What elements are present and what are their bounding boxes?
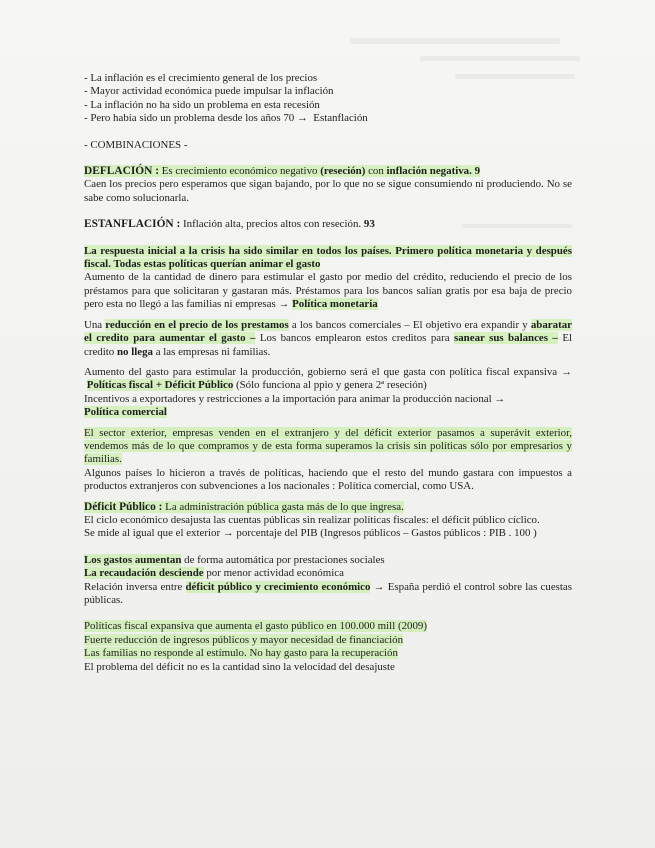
deficit-measure: Se mide al igual que el exterior → porcentaje del PIB (Ingresos públicos – Gastos públicos : PIB . 100 ) [84, 527, 537, 540]
reduccion-paragraph: Una reducción en el precio de los prestamos a los bancos comerciales – El objetivo era expandir y abaratar el credito para aumentar el gasto – Los bancos emplearon estos creditos para sanear sus balances – El credito no llega a las empresas ni familias. [84, 318, 573, 358]
estanflacion-title: ESTANFLACIÓN : [84, 218, 181, 231]
intro-line-last: - Pero había sido un problema desde los años 70 → Estanflación [84, 112, 368, 125]
deflacion-body: Caen los precios pero esperamos que sigan bajando, por lo que no se sigue consumiendo ni produciendo. No se sabe como solucionarla. [84, 178, 572, 204]
intro-line: - Mayor actividad económica puede impulsar la inflación [84, 85, 334, 98]
deficit-definition: Déficit Público : La administración pública gasta más de lo que ingresa. [84, 500, 404, 513]
relacion-line: Relación inversa entre déficit público y crecimiento económico → España perdió el control sobre las cuestas públicas. [84, 580, 572, 606]
arrow-icon: → [296, 112, 308, 125]
final-line: El problema del déficit no es la cantidad sino la velocidad del desajuste [84, 660, 395, 673]
deflacion-definition: DEFLACIÓN : Es crecimiento económico negativo (reseción) con inflación negativa. 9 [84, 165, 481, 178]
arrow-icon: → [222, 527, 234, 540]
combinaciones-heading: - COMBINACIONES - [84, 138, 188, 151]
intro-line: - La inflación no ha sido un problema en esta recesión [84, 98, 320, 111]
final-line: Políticas fiscal expansiva que aumenta el gasto público en 100.000 mill (2009) [84, 620, 427, 633]
exterior-paragraph-2: Algunos países lo hicieron a través de políticas, haciendo que el resto del mundo gastara con impuestos a productos extranjeros con subvenciones a los nacionales : Política comercial, como USA. [84, 466, 572, 493]
deficit-body: El ciclo económico desajusta las cuentas públicas sin realizar políticas fiscales: el déficit público cíclico. [84, 513, 540, 526]
crisis-paragraph: La respuesta inicial a la crisis ha sido similar en todos los países. Primero política monetaria y después fiscal. Todas estas políticas querían animar el gasto Aumento de la cantidad de dinero para estimular el gasto por medio del crédito, reduciendo el precio de los préstamos para que solicitaran y gastaran más. Préstamos para los bancos salían gratis por esa baja de precio pero esta no llegó a las familias ni empresas → Política monetaria [84, 244, 572, 311]
recaudacion-line: La recaudación desciende por menor actividad económica [84, 567, 344, 580]
bleed-through-mark [350, 38, 560, 44]
arrow-icon: → [278, 298, 290, 311]
gastos-line: Los gastos aumentan de forma automática por prestaciones sociales [84, 553, 385, 566]
final-line: Las familias no responde al estímulo. No hay gasto para la recuperación [84, 647, 398, 660]
arrow-icon: → [561, 365, 572, 378]
final-line: Fuerte reducción de ingresos públicos y mayor necesidad de financiación [84, 633, 404, 646]
document-body [84, 72, 572, 674]
deficit-title: Déficit Público : [84, 500, 163, 513]
intro-line: - La inflación es el crecimiento general de los precios [84, 72, 318, 84]
estanflacion-definition: ESTANFLACIÓN : Inflación alta, precios altos con reseción. 93 [84, 218, 375, 231]
exterior-paragraph: El sector exterior, empresas venden en el extranjero y del déficit exterior pasamos a superávit exterior, vendemos más de lo que compramos y de esta forma superamos la crisis sin políticas sólo por empresarios y familias. [84, 426, 572, 466]
bleed-through-mark [420, 56, 580, 61]
deflacion-title: DEFLACIÓN : [84, 165, 159, 178]
fiscal-paragraph: Aumento del gasto para estimular la producción, gobierno será el que gasta con política fiscal expansiva → Políticas fiscal + Déficit Público (Sólo funciona al ppio y genera 2ª reseción) Incentivos a exportadores y restricciones a la importación para animar la producción nacional → Política comercial [84, 365, 572, 419]
arrow-icon: → [494, 392, 506, 405]
arrow-icon: → [373, 580, 385, 593]
